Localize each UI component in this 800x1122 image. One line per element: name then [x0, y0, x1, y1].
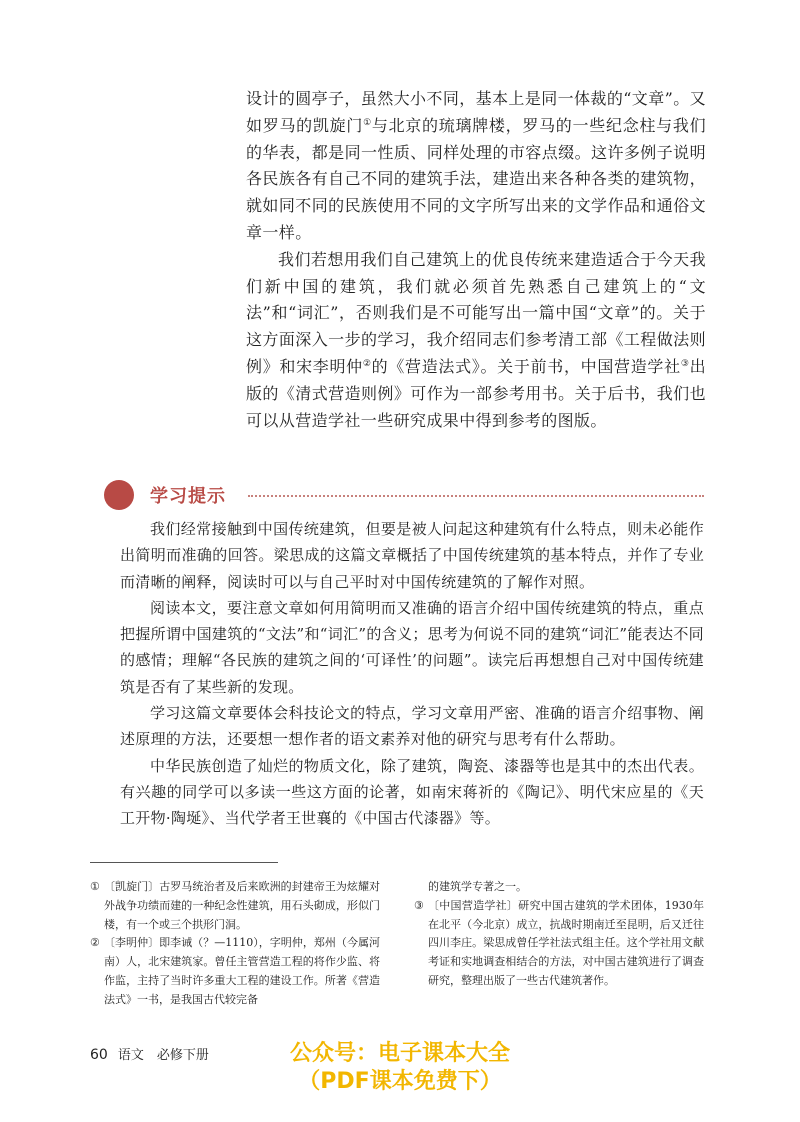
footnote-text: 〔凯旋门〕古罗马统治者及后来欧洲的封建帝王为炫耀对外战争功绩而建的一种纪念性建筑，用石头砌成，形似门楼，有一个或三个拱形门洞。	[104, 880, 380, 931]
page-footer	[90, 1044, 209, 1063]
section-title: 学习提示	[150, 486, 226, 507]
text-run: 出版的《清式营造则例》可作为一部参考用书。关于后书，我们也可以从营造学社一些研究成果中得到参考的图版。	[246, 356, 706, 430]
footnote-divider	[90, 862, 278, 863]
text-run: 与北京的琉璃牌楼，罗马的一些纪念柱与我们的华表，都是同一性质、同样处理的市容点缀。这许多例子说明各民族各有自己不同的建筑手法，建造出来各种各类的建筑物，就如同不同的民族使用不同的文字所写出来的文学作品和通俗文章一样。	[246, 115, 706, 242]
footnote-text: 〔李明仲〕即李诫（？—1110），字明仲，郑州（今属河南）人，北宋建筑家。曾任主管营造工程的将作少监、将作监，主持了当时许多重大工程的建设工作。所著《营造法式》一书，是我国古代较完备	[104, 936, 380, 1006]
footnote-ref[interactable]: ①	[363, 117, 372, 128]
footnote-ref[interactable]: ③	[680, 358, 690, 369]
text-run: 的《营造法式》。关于前书，中国营造学社	[371, 356, 681, 376]
footnote-continuation: 的建筑学专著之一。	[428, 880, 527, 893]
tips-paragraph: 我们经常接触到中国传统建筑，但要是被人问起这种建筑有什么特点，则未必能作出简明而准确的回答。梁思成的这篇文章概括了中国传统建筑的基本特点，并作了专业而清晰的阐释，阅读时可以与自己平时对中国传统建筑的了解作对照。	[120, 520, 704, 591]
page-number: 60	[90, 1047, 108, 1063]
main-paragraph	[246, 86, 706, 247]
footnote-ref[interactable]: ②	[362, 358, 372, 369]
text-run: 设计的圆亭子，虽然大小不同，基本上是同一体裁的“文章”。又如罗马的凯旋门	[246, 89, 706, 135]
watermark-line: （PDF课本免费下）	[298, 1069, 502, 1094]
watermark-line: 公众号：电子课本大全	[289, 1041, 510, 1066]
study-tips	[120, 516, 704, 832]
main-paragraph	[246, 247, 706, 435]
footnote-item	[90, 934, 380, 1009]
section-dot-icon	[104, 480, 134, 510]
watermark	[230, 1040, 570, 1096]
study-tips-header	[104, 480, 704, 510]
dotted-divider	[248, 495, 704, 497]
book-title: 语文 必修下册	[117, 1048, 209, 1063]
footnote-item	[90, 878, 380, 934]
footnote-number: ①	[90, 880, 100, 893]
tips-paragraph: 学习这篇文章要体会科技论文的特点，学习文章用严密、准确的语言介绍事物、阐述原理的方法，还要想一想作者的语文素养对他的研究与思考有什么帮助。	[120, 704, 704, 749]
footnote-number: ②	[90, 936, 100, 950]
footnote-text: 〔中国营造学社〕研究中国古建筑的学术团体，1930年在北平（今北京）成立，抗战时期南迁至昆明，后又迁往四川李庄。梁思成曾任学社法式组主任。这个学社用文献考证和实地调查相结合的方法，对中国古建筑进行了调查研究，整理出版了一些古代建筑著作。	[428, 898, 704, 987]
main-text	[246, 86, 706, 434]
text-run: 我们若想用我们自己建筑上的优良传统来建造适合于今天我们新中国的建筑，我们就必须首先熟悉自己建筑上的“文法”和“词汇”，否则我们是不可能写出一篇中国“文章”的。关于这方面深入一步的学习，我介绍同志们参考清工部《工程做法则例》和宋李明仲	[246, 249, 706, 376]
footnote-item	[414, 897, 704, 991]
footnotes-right-column	[414, 878, 704, 991]
tips-paragraph: 阅读本文，要注意文章如何用简明而又准确的语言介绍中国传统建筑的特点，重点把握所谓中国建筑的“文法”和“词汇”的含义；思考为何说不同的建筑“词汇”能表达不同的感情；理解“各民族的建筑之间的‘可译性’的问题”。读完后再想想自己对中国传统建筑是否有了某些新的发现。	[120, 598, 704, 696]
footnote-number: ③	[414, 898, 424, 912]
tips-paragraph: 中华民族创造了灿烂的物质文化，除了建筑，陶瓷、漆器等也是其中的杰出代表。有兴趣的同学可以多读一些这方面的论著，如南宋蒋祈的《陶记》、明代宋应星的《天工开物·陶埏》、当代学者王世襄的《中国古代漆器》等。	[120, 756, 704, 828]
footnotes-left-column	[90, 878, 380, 1010]
